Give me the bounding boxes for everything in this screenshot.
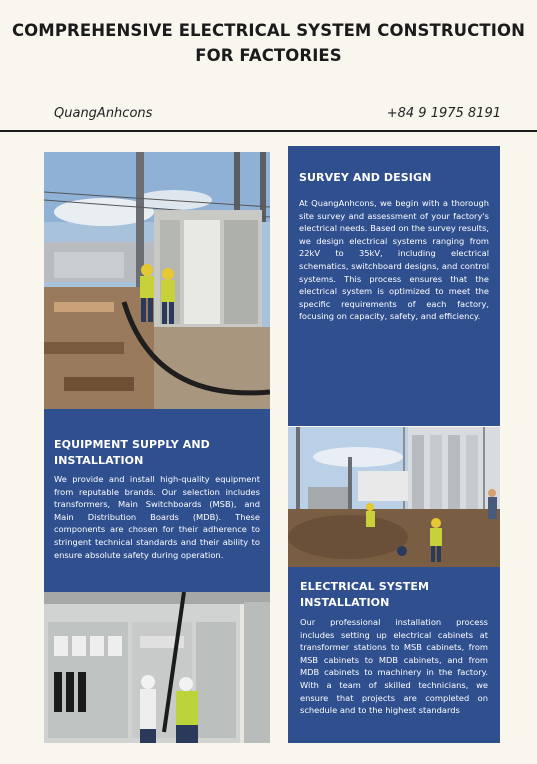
- electrical-installation-heading: [300, 579, 488, 611]
- header-divider: [0, 130, 537, 132]
- equipment-supply-panel: [44, 409, 270, 592]
- phone-number: +84 9 1975 8191: [386, 106, 501, 121]
- title-line-2: FOR FACTORIES: [195, 46, 342, 65]
- survey-design-body: At QuangAnhcons, we begin with a thorough site survey and assessment of your factory's electrical needs. Based on the survey results, we design electrical systems ranging from 22kV to 35kV, including electrical schematics, switchboard designs, and control systems. This process ensures that the electrical system is optimized to meet the specific requirements of each factory, focusing on capacity, safety, and efficiency.: [299, 198, 489, 322]
- electrical-installation-panel: [288, 567, 500, 743]
- equipment-heading-line-2: INSTALLATION: [54, 454, 144, 467]
- equipment-supply-heading: [54, 437, 260, 469]
- transformer-site-photo: [44, 152, 270, 409]
- page-title: [0, 18, 537, 68]
- installation-heading-line-2: INSTALLATION: [300, 596, 390, 609]
- brand-name: QuangAnhcons: [54, 106, 153, 121]
- electrical-cabinet-photo: [44, 592, 270, 743]
- construction-site-photo: [288, 427, 500, 567]
- title-line-1: COMPREHENSIVE ELECTRICAL SYSTEM CONSTRUCTION: [11, 21, 526, 40]
- electrical-installation-body: Our professional installation process includes setting up electrical cabinets at transformer stations to MSB cabinets, from MSB cabinets to MDB cabinets, and from MDB cabinets to machinery in the factory. With a team of skilled technicians, we ensure that projects are completed on schedule and to the highest standards: [300, 617, 488, 716]
- installation-heading-line-1: ELECTRICAL SYSTEM: [300, 580, 430, 593]
- equipment-supply-body: We provide and install high-quality equipment from reputable brands. Our selection includes transformers, Main Switchboards (MSB), and Main Distribution Boards (MDB). These components are chosen for their adherence to stringent technical standards and their ability to ensure absolute safety during operation.: [54, 474, 260, 560]
- survey-design-panel: [288, 146, 500, 426]
- survey-design-heading: SURVEY AND DESIGN: [299, 171, 432, 184]
- equipment-heading-line-1: EQUIPMENT SUPPLY AND: [54, 438, 210, 451]
